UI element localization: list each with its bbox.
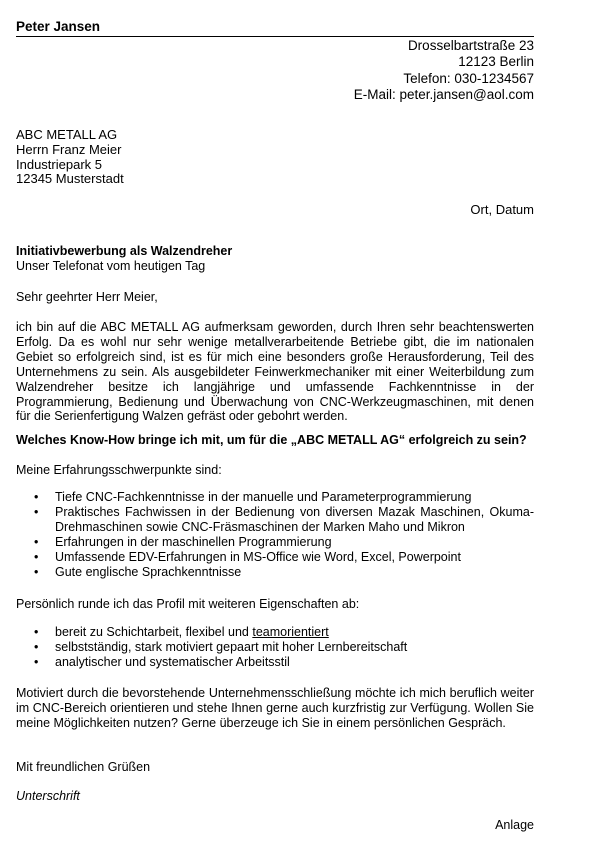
list-item: • Praktisches Fachwissen in der Bedienung von diversen Mazak Maschinen, Okuma-Drehmaschinen sowie CNC-Fräsmaschinen der Marken Maho und Mikron <box>16 505 534 535</box>
subject-block <box>16 244 232 274</box>
list-item <box>16 625 534 640</box>
list-item: • Gute englische Sprachkenntnisse <box>16 565 534 580</box>
list-item: • analytischer und systematischer Arbeitsstil <box>16 655 534 670</box>
sender-name: Peter Jansen <box>16 19 101 34</box>
signature: Unterschrift <box>16 789 80 803</box>
sender-email: E-Mail: peter.jansen@aol.com <box>353 86 534 102</box>
traits-list <box>16 625 534 670</box>
list-item: • Umfassende EDV-Erfahrungen in MS-Office wie Word, Excel, Powerpoint <box>16 550 534 565</box>
sender-address <box>354 38 534 103</box>
letter-date: Ort, Datum <box>470 202 534 217</box>
recipient-person: Herrn Franz Meier <box>16 141 122 157</box>
letter-page <box>16 0 534 850</box>
motivation-paragraph: Motiviert durch die bevorstehende Unternehmensschließung möchte ich mich beruflich weiter im CNC-Bereich orientieren und stehe Ihnen gerne auch kurzfristig zur Verfügung. Wollen Sie meine Möglichkeiten nutzen? Gerne überzeuge ich Sie in einem persönlichen Gespräch. <box>16 686 534 730</box>
trait-underlined: teamorientiert <box>252 625 329 639</box>
list-item: • selbstständig, stark motiviert gepaart mit hoher Lernbereitschaft <box>16 640 534 655</box>
traits-intro: Persönlich runde ich das Profil mit weiteren Eigenschaften ab: <box>16 597 360 611</box>
enclosure: Anlage <box>495 818 534 832</box>
header-rule <box>16 36 534 37</box>
recipient-company: ABC METALL AG <box>16 127 118 142</box>
subject-title: Initiativbewerbung als Walzendreher <box>16 244 233 258</box>
list-item: • Erfahrungen in der maschinellen Programmierung <box>16 535 534 550</box>
salutation: Sehr geehrter Herr Meier, <box>16 290 158 304</box>
sender-phone: Telefon: 030-1234567 <box>403 70 534 86</box>
sender-city: 12123 Berlin <box>458 54 534 70</box>
experience-intro: Meine Erfahrungsschwerpunkte sind: <box>16 463 222 477</box>
experience-list <box>16 490 534 580</box>
question-heading: Welches Know-How bringe ich mit, um für die „ABC METALL AG“ erfolgreich zu sein? <box>16 433 527 447</box>
subject-reference: Unser Telefonat vom heutigen Tag <box>16 259 206 273</box>
recipient-street: Industriepark 5 <box>16 156 102 172</box>
recipient-city: 12345 Musterstadt <box>16 171 124 187</box>
sender-street: Drosselbartstraße 23 <box>407 38 534 53</box>
closing: Mit freundlichen Grüßen <box>16 760 151 774</box>
intro-paragraph: ich bin auf die ABC METALL AG aufmerksam geworden, durch Ihren sehr beachtenswerten Erfolg. Da es wohl nur sehr wenige metallverarbeitende Betriebe gibt, die im nationalen Gebiet so erfolgreich sind, ist es für mich eine besonders große Herausforderung, Teil des Unternehmens zu sein. Als ausgebildeter Feinwerkmechaniker mit einer Weiterbildung zum Walzendreher besitze ich langjährige und umfassende Fachkenntnisse in der Programmierung, Bedienung und Überwachung von CNC-Werkzeugmaschinen, mit denen für die Serienfertigung Walzen gefräst oder gebohrt werden. <box>16 320 534 424</box>
recipient-address <box>16 128 124 187</box>
trait-text: bereit zu Schichtarbeit, flexibel und <box>55 625 253 639</box>
list-item: • Tiefe CNC-Fachkenntnisse in der manuelle und Parameterprogrammierung <box>16 490 534 505</box>
